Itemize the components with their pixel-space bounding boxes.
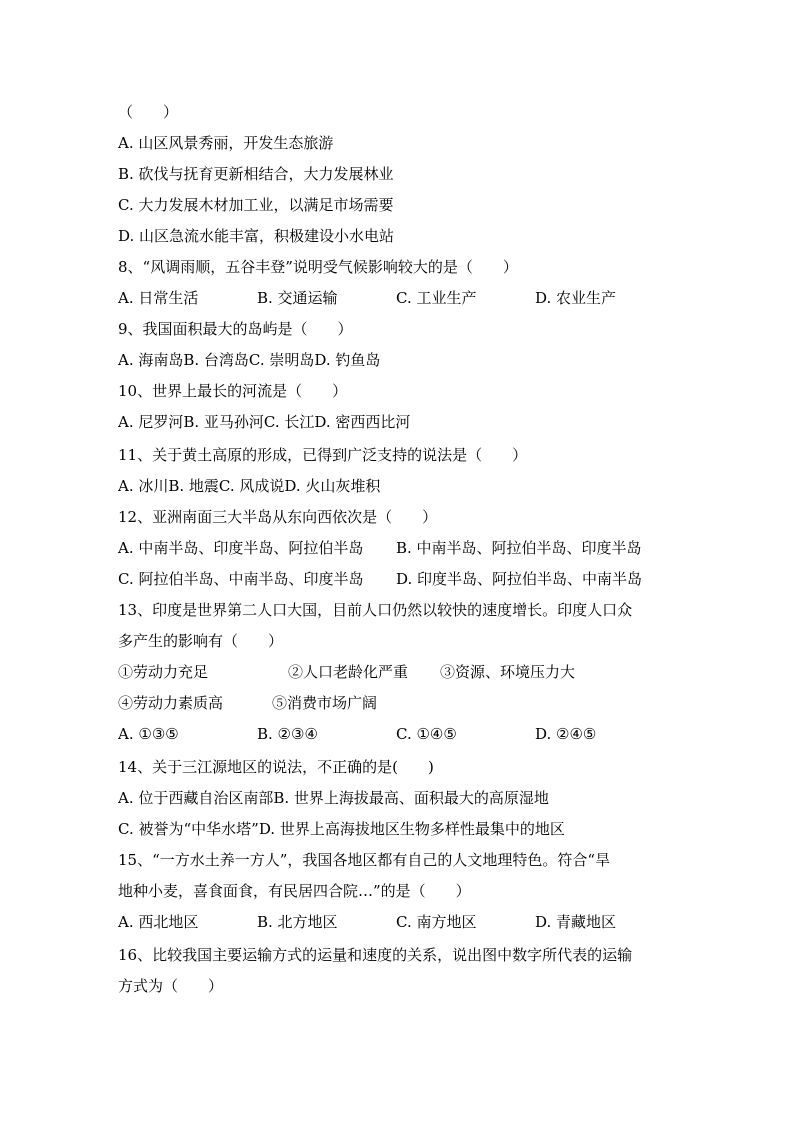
q14-options-line2: C. 被誉为“中华水塔”D. 世界上高海拔地区生物多样性最集中的地区 — [118, 820, 565, 838]
q9-stem: 9、我国面积最大的岛屿是（ ） — [118, 320, 353, 338]
q14-options-line1: A. 位于西藏自治区南部B. 世界上海拔最高、面积最大的高原湿地 — [118, 789, 549, 807]
q13-item-5: ⑤消费市场广阔 — [272, 694, 378, 712]
q7-option-d: D. 山区急流水能丰富，积极建设小水电站 — [118, 227, 395, 245]
q8-stem: 8、“风调雨顺，五谷丰登”说明受气候影响较大的是（ ） — [118, 258, 518, 276]
q15-stem-line1: 15、“一方水土养一方人”，我国各地区都有自己的人文地理特色。符合“旱 — [118, 851, 611, 869]
q12-option-c: C. 阿拉伯半岛、中南半岛、印度半岛 — [118, 570, 364, 588]
q12-option-a: A. 中南半岛、印度半岛、阿拉伯半岛 — [118, 539, 364, 557]
q15-option-a: A. 西北地区 — [118, 913, 199, 931]
q7-option-a: A. 山区风景秀丽，开发生态旅游 — [118, 134, 334, 152]
q8-option-a: A. 日常生活 — [118, 289, 199, 307]
q7-paren: （ ） — [118, 103, 179, 121]
q8-option-d: D. 农业生产 — [535, 289, 617, 307]
q8-option-c: C. 工业生产 — [396, 289, 477, 307]
q12-stem: 12、亚洲南面三大半岛从东向西依次是（ ） — [118, 508, 438, 526]
q13-item-3: ③资源、环境压力大 — [440, 663, 576, 681]
q13-stem-line2: 多产生的影响有（ ） — [118, 632, 284, 650]
q13-item-1: ①劳动力充足 — [118, 663, 209, 681]
q11-stem: 11、关于黄土高原的形成，已得到广泛支持的说法是（ ） — [118, 446, 528, 464]
q15-option-c: C. 南方地区 — [396, 913, 477, 931]
q15-option-b: B. 北方地区 — [257, 913, 338, 931]
q12-option-d: D. 印度半岛、阿拉伯半岛、中南半岛 — [396, 570, 643, 588]
q8-option-b: B. 交通运输 — [257, 289, 338, 307]
q15-stem-line2: 地种小麦，喜食面食，有民居四合院…”的是（ ） — [118, 882, 471, 900]
q13-stem-line1: 13、印度是世界第二人口大国，目前人口仍然以较快的速度增长。印度人口众 — [118, 601, 633, 619]
q15-option-d: D. 青藏地区 — [535, 913, 617, 931]
q13-option-d: D. ②④⑤ — [535, 725, 597, 743]
q12-option-b: B. 中南半岛、阿拉伯半岛、印度半岛 — [396, 539, 642, 557]
q16-stem-line1: 16、比较我国主要运输方式的运量和速度的关系，说出图中数字所代表的运输 — [118, 946, 633, 964]
q13-option-c: C. ①④⑤ — [396, 725, 457, 743]
q11-options: A. 冰川B. 地震C. 风成说D. 火山灰堆积 — [118, 477, 381, 495]
q7-option-b: B. 砍伐与抚育更新相结合，大力发展林业 — [118, 165, 394, 183]
q10-stem: 10、世界上最长的河流是（ ） — [118, 382, 348, 400]
q9-options: A. 海南岛B. 台湾岛C. 崇明岛D. 钓鱼岛 — [118, 351, 381, 369]
q10-options: A. 尼罗河B. 亚马孙河C. 长江D. 密西西比河 — [118, 413, 411, 431]
q13-item-2: ②人口老龄化严重 — [288, 663, 409, 681]
q13-item-4: ④劳动力素质高 — [118, 694, 224, 712]
q7-option-c: C. 大力发展木材加工业，以满足市场需要 — [118, 196, 394, 214]
q13-option-a: A. ①③⑤ — [118, 725, 179, 743]
q13-option-b: B. ②③④ — [257, 725, 318, 743]
q14-stem: 14、关于三江源地区的说法，不正确的是( ) — [118, 758, 434, 776]
q16-stem-line2: 方式为（ ） — [118, 977, 224, 995]
